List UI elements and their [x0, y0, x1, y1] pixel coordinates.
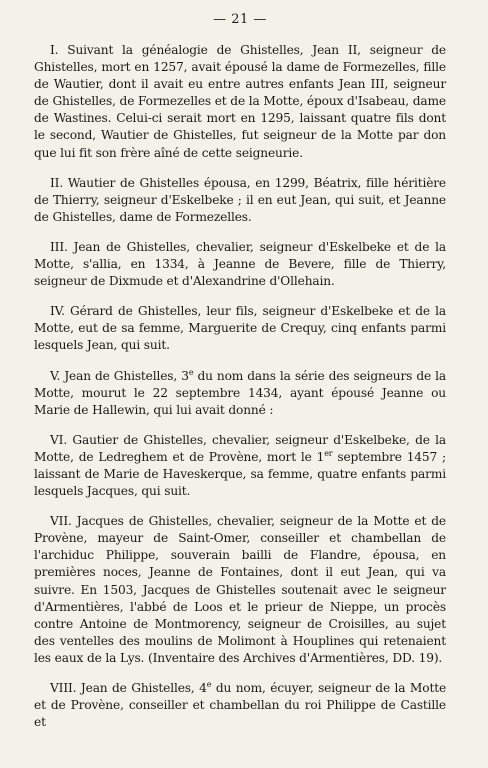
paragraph-5-text-a: V. Jean de Ghistelles, 3	[50, 368, 189, 383]
ordinal-superscript: e	[188, 367, 194, 377]
paragraph-6-text-a: VI. Gautier de Ghistelles, chevalier, seigneur d'Eskelbeke, de la Motte, de Ledreghem et de Provène, mort le 1	[34, 432, 446, 464]
paragraph-1: I. Suivant la généalogie de Ghistelles, Jean II, seigneur de Ghistelles, mort en 1257, avait épousé la dame de Formezelles, fille de Wautier, dont il avait eu entre autres enfants Jean III, seigneur de Ghistelles, de Formezelles et de la Motte, époux d'Isabeau, dame de Wastines. Celui-ci serait mort en 1295, laissant quatre fils dont le second, Wautier de Ghistelles, fut seigneur de la Motte par don que lui fit son frère aîné de cette seigneurie.	[34, 43, 446, 160]
paragraph-6-text-b: septembre 1457 ; laissant de Marie de Haveskerque, sa femme, quatre enfants parmi lesquels Jacques, qui suit.	[34, 449, 446, 499]
paragraph-6	[34, 432, 446, 500]
paragraph-3: III. Jean de Ghistelles, chevalier, seigneur d'Eskelbeke et de la Motte, s'allia, en 1334, à Jeanne de Bevere, fille de Thierry, seigneur de Dixmude et d'Alexandrine d'Ollehain.	[34, 239, 446, 289]
paragraph-4: IV. Gérard de Ghistelles, leur fils, seigneur d'Eskelbeke et de la Motte, eut de sa femme, Marguerite de Crequy, cinq enfants parmi lesquels Jean, qui suit.	[34, 304, 446, 353]
page-number: — 21 —	[213, 12, 267, 27]
paragraph-8	[34, 680, 446, 731]
paragraph-8-text-a: VIII. Jean de Ghistelles, 4	[50, 681, 207, 695]
paragraph-8-text-b: du nom, écuyer, seigneur de la Motte et de Provène, conseiller et chambellan du roi Philippe de Castille et	[34, 681, 447, 730]
paragraph-5-text-b: du nom dans la série des seigneurs de la Motte, mourut le 22 septembre 1434, ayant épousé Jeanne ou Marie de Hallewin, qui lui avait donné :	[34, 368, 446, 417]
ordinal-superscript: e	[206, 679, 212, 689]
ordinal-superscript: er	[324, 448, 333, 458]
paragraph-2: II. Wautier de Ghistelles épousa, en 1299, Béatrix, fille héritière de Thierry, seigneur d'Eskelbeke ; il en eut Jean, qui suit, et Jeanne de Ghistelles, dame de Formezelles.	[34, 175, 446, 224]
paragraph-5	[34, 368, 446, 419]
paragraph-7: VII. Jacques de Ghistelles, chevalier, seigneur de la Motte et de Provène, mayeur de Saint-Omer, conseiller et chambellan de l'archiduc Philippe, souverain bailli de Flandre, épousa, en premières noces, Jeanne de Fontaines, dont il eut Jean, qui va suivre. En 1503, Jacques de Ghistelles soutenait avec le seigneur d'Armentières, l'abbé de Loos et le prieur de Nieppe, un procès contre Antoine de Montmorency, seigneur de Croisilles, au sujet des ventelles des moulins de Molimont à Houplines qui retenaient les eaux de la Lys. (Inventaire des Archives d'Armentières, DD. 19).	[34, 514, 446, 665]
